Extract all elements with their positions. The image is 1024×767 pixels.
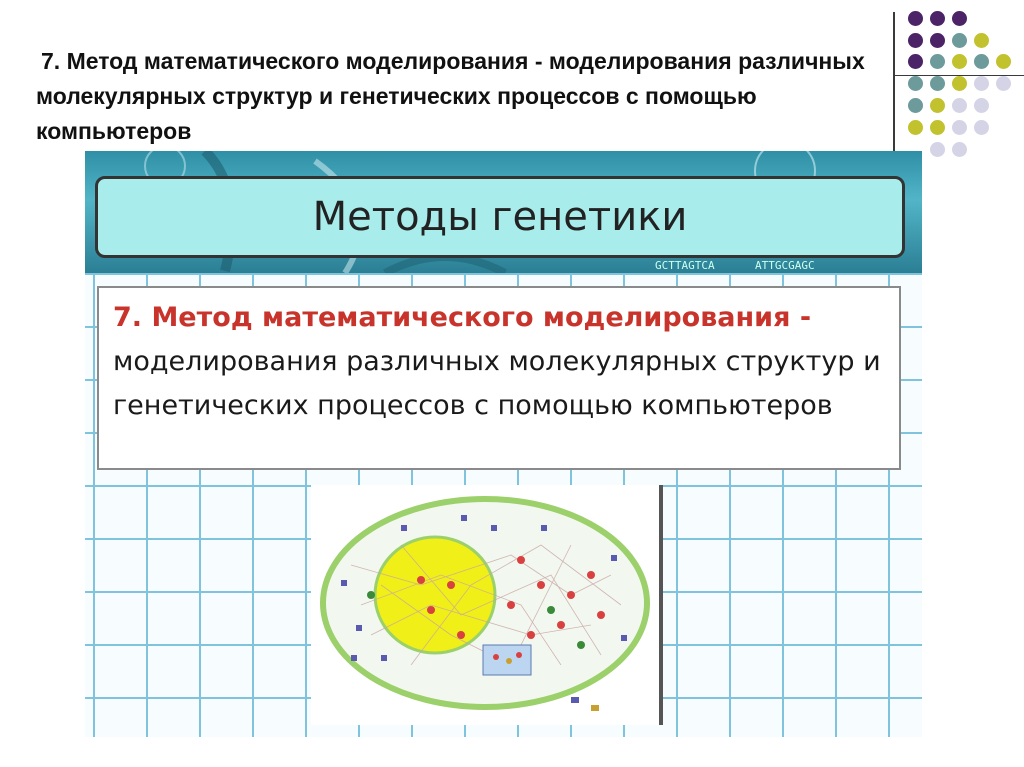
decorative-dots xyxy=(906,11,1024,163)
dna-sequence-label: ATTGCGAGC xyxy=(755,259,815,272)
banner-title: Методы генетики xyxy=(312,194,688,240)
network-diagram-art xyxy=(311,485,659,725)
dot xyxy=(908,76,923,91)
method-description-box xyxy=(97,286,901,470)
dot xyxy=(908,54,923,69)
dot xyxy=(908,11,923,26)
dot xyxy=(930,142,945,157)
banner xyxy=(85,151,922,273)
dot xyxy=(952,142,967,157)
dot xyxy=(974,76,989,91)
dot xyxy=(974,120,989,135)
dot xyxy=(952,76,967,91)
dot xyxy=(908,120,923,135)
slide-title: 7. Метод математического моделирования - моделирования различных молекулярных структур и генетических процессов с помощью компьютеров xyxy=(36,48,865,144)
dot xyxy=(930,98,945,113)
method-heading: 7. Метод математического моделирования - xyxy=(113,302,812,333)
method-body: моделирования различных молекулярных структур и генетических процессов с помощью компьютеров xyxy=(113,346,881,421)
dot xyxy=(996,54,1011,69)
dot xyxy=(930,54,945,69)
dot xyxy=(908,98,923,113)
banner-title-box xyxy=(95,176,905,258)
dot xyxy=(974,98,989,113)
dot xyxy=(930,11,945,26)
dot xyxy=(930,33,945,48)
dot xyxy=(996,76,1011,91)
dot xyxy=(930,76,945,91)
dot xyxy=(952,54,967,69)
network-diagram-image xyxy=(311,485,659,725)
dna-sequence-label: GCTTAGTCA xyxy=(655,259,715,272)
dot xyxy=(952,11,967,26)
dot xyxy=(952,33,967,48)
dot xyxy=(974,54,989,69)
embedded-slide-image xyxy=(85,151,922,737)
dot xyxy=(952,120,967,135)
dot xyxy=(952,98,967,113)
dot xyxy=(974,33,989,48)
dot xyxy=(908,33,923,48)
dot xyxy=(930,120,945,135)
divider-vertical xyxy=(893,12,895,152)
